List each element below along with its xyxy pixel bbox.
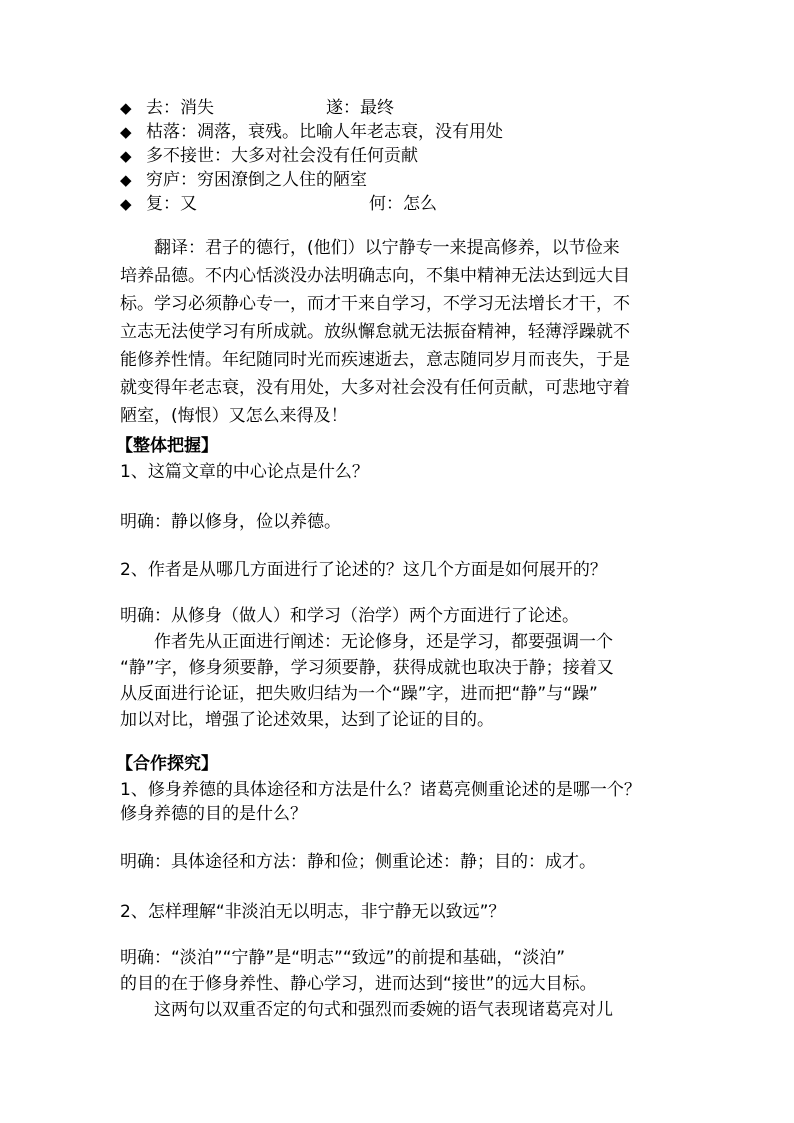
translation-line: 培养品德。不内心恬淡没办法明确志向，不集中精神无法达到远大目 — [120, 266, 630, 286]
answer-line: 加以对比，增强了论述效果，达到了论证的目的。 — [120, 710, 494, 730]
question-line: 1、这篇文章的中心论点是什么？ — [120, 462, 369, 482]
note-item — [120, 120, 503, 144]
diamond-bullet-icon: ◆ — [120, 123, 132, 141]
question-line: 修身养德的目的是什么？ — [120, 804, 307, 824]
note-item — [120, 96, 394, 120]
note-term-second: 遂：最终 — [326, 98, 394, 118]
question-line: 2、作者是从哪几方面进行了论述的？这几个方面是如何展开的？ — [120, 560, 607, 580]
diamond-bullet-icon: ◆ — [120, 171, 132, 189]
section-heading-overall: 【整体把握】 — [116, 436, 218, 456]
note-term: 穷庐：穷困潦倒之人住的陋室 — [146, 170, 367, 190]
answer-line: 明确：从修身（做人）和学习（治学）两个方面进行了论述。 — [120, 606, 579, 626]
note-term: 复：又 — [146, 194, 197, 214]
answer-line: 从反面进行论证，把失败归结为一个“躁”字，进而把“静”与“躁” — [120, 684, 598, 704]
answer-line: 明确：静以修身，俭以养德。 — [120, 512, 341, 532]
note-item — [120, 168, 367, 192]
translation-line: 立志无法使学习有所成就。放纵懈怠就无法振奋精神，轻薄浮躁就不 — [120, 322, 630, 342]
note-term: 多不接世：大多对社会没有任何贡献 — [146, 146, 418, 166]
translation-line: 翻译：君子的德行，(他们）以宁静专一来提高修养，以节俭来 — [120, 238, 620, 258]
note-term: 枯落：凋落，衰残。比喻人年老志衰，没有用处 — [146, 122, 503, 142]
translation-line: 陋室，(悔恨）又怎么来得及！ — [120, 406, 348, 426]
note-item — [120, 144, 418, 168]
section-heading-cooperative: 【合作探究】 — [116, 754, 218, 774]
note-term: 去：消失 — [146, 98, 214, 118]
note-item — [120, 192, 437, 216]
answer-line: 这两句以双重否定的句式和强烈而委婉的语气表现诸葛亮对儿 — [120, 1000, 613, 1020]
answer-line: 明确：“淡泊”“宁静”是“明志”“致远”的前提和基础，“淡泊” — [120, 948, 566, 968]
diamond-bullet-icon: ◆ — [120, 195, 132, 213]
diamond-bullet-icon: ◆ — [120, 147, 132, 165]
answer-line: 明确：具体途径和方法：静和俭；侧重论述：静；目的：成才。 — [120, 852, 596, 872]
translation-line: 标。学习必须静心专一，而才干来自学习，不学习无法增长才干，不 — [120, 294, 630, 314]
answer-line: 的目的在于修身养性、静心学习，进而达到“接世”的远大目标。 — [120, 974, 597, 994]
answer-line: “静”字，修身须要静，学习须要静，获得成就也取决于静；接着又 — [120, 658, 614, 678]
question-line: 1、修身养德的具体途径和方法是什么？诸葛亮侧重论述的是哪一个？ — [120, 780, 641, 800]
translation-line: 能修养性情。年纪随同时光而疾速逝去，意志随同岁月而丧失，于是 — [120, 350, 630, 370]
question-line: 2、怎样理解“非淡泊无以明志，非宁静无以致远”？ — [120, 902, 506, 922]
answer-line: 作者先从正面进行阐述：无论修身，还是学习，都要强调一个 — [120, 632, 613, 652]
translation-line: 就变得年老志衰，没有用处，大多对社会没有任何贡献，可悲地守着 — [120, 378, 630, 398]
diamond-bullet-icon: ◆ — [120, 99, 132, 117]
note-term-second: 何：怎么 — [369, 194, 437, 214]
